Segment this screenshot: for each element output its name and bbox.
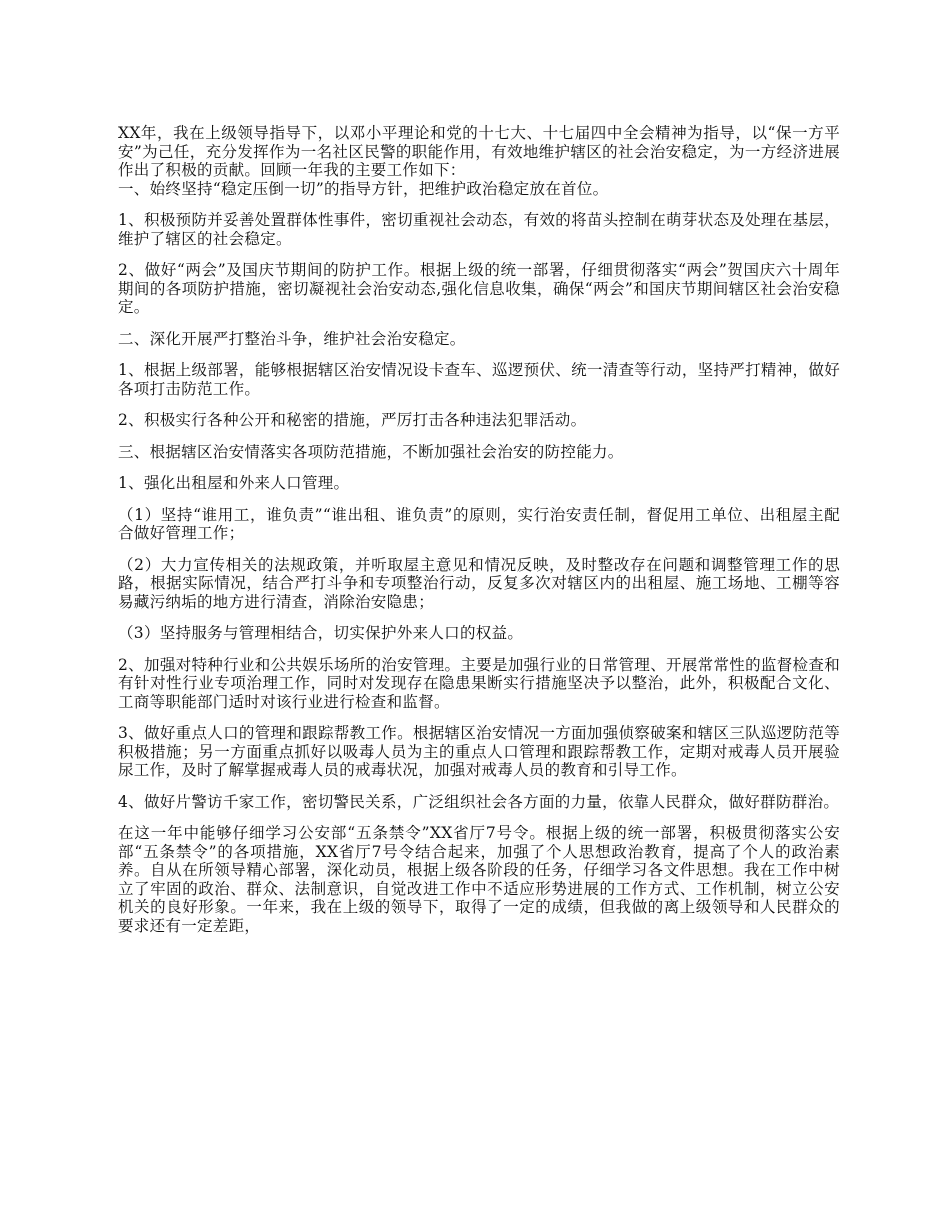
heading-section-1: 一、始终坚持“稳定压倒一切”的指导方针，把维护政治稳定放在首位。 [118, 179, 609, 198]
heading-section-3: 三、根据辖区治安情落实各项防范措施，不断加强社会治安的防控能力。 [118, 442, 624, 461]
paragraph-3-1-a: （1）坚持“谁用工，谁负责”“谁出租、谁负责”的原则，实行治安责任制，督促用工单位、出租屋主配合做好管理工作； [118, 505, 840, 542]
paragraph-1-2: 2、做好“两会”及国庆节期间的防护工作。根据上级的统一部署，仔细贯彻落实“两会”贺国庆六十周年期间的各项防护措施，密切凝视社会治安动态,强化信息收集，确保“两会”和国庆节期间辖区社会治安稳定。 [118, 261, 840, 316]
paragraph-1-1: 1、积极预防并妥善处置群体性事件，密切重视社会动态，有效的将苗头控制在萌芽状态及处理在基层，维护了辖区的社会稳定。 [118, 211, 840, 248]
paragraph-intro: XX年，我在上级领导指导下，以邓小平理论和党的十七大、十七届四中全会精神为指导，以“保一方平安”为己任，充分发挥作为一名社区民警的职能作用，有效地维护辖区的社会治安稳定，为一方经济进展作出了积极的贡献。回顾一年我的主要工作如下： [118, 124, 840, 179]
heading-section-2: 二、深化开展严打整治斗争，维护社会治安稳定。 [118, 329, 466, 348]
paragraph-3-1-c: （3）坚持服务与管理相结合，切实保护外来人口的权益。 [118, 624, 524, 642]
paragraph-3-1-b: （2）大力宣传相关的法规政策，并听取屋主意见和情况反映，及时整改存在问题和调整管理工作的思路，根据实际情况，结合严打斗争和专项整治行动，反复多次对辖区内的出租屋、施工场地、工棚等容易藏污纳垢的地方进行清查，消除治安隐患； [118, 555, 840, 611]
paragraph-3-1: 1、强化出租屋和外来人口管理。 [118, 474, 350, 492]
paragraph-2-1: 1、根据上级部署，能够根据辖区治安情况设卡查车、巡逻预伏、统一清查等行动，坚持严打精神，做好各项打击防范工作。 [118, 361, 840, 398]
paragraph-3-4: 4、做好片警访千家工作，密切警民关系，广泛组织社会各方面的力量，依靠人民群众，做好群防群治。 [118, 792, 840, 811]
paragraph-2-2: 2、积极实行各种公开和秘密的措施，严厉打击各种违法犯罪活动。 [118, 411, 587, 429]
paragraph-3-2: 2、加强对特种行业和公共娱乐场所的治安管理。主要是加强行业的日常管理、开展常常性的监督检查和有针对性行业专项治理工作，同时对发现存在隐患果断实行措施坚决予以整治，此外，积极配合文化、工商等职能部门适时对该行业进行检查和监督。 [118, 655, 840, 711]
document-body [118, 124, 840, 935]
paragraph-summary: 在这一年中能够仔细学习公安部“五条禁令”XX省厅7号令。根据上级的统一部署，积极贯彻落实公安部“五条禁令”的各项措施，XX省厅7号令结合起来，加强了个人思想政治教育，提高了个人的政治素养。自从在所领导精心部署，深化动员，根据上级各阶段的任务，仔细学习各文件思想。我在工作中树立了牢固的政治、群众、法制意识，自觉改进工作中不适应形势进展的工作方式、工作机制，树立公安机关的良好形象。一年来，我在上级的领导下，取得了一定的成绩，但我做的离上级领导和人民群众的要求还有一定差距， [118, 824, 840, 935]
paragraph-3-3: 3、做好重点人口的管理和跟踪帮教工作。根据辖区治安情况一方面加强侦察破案和辖区三队巡逻防范等积极措施；另一方面重点抓好以吸毒人员为主的重点人口管理和跟踪帮教工作，定期对戒毒人员开展验尿工作，及时了解掌握戒毒人员的戒毒状况，加强对戒毒人员的教育和引导工作。 [118, 724, 840, 779]
